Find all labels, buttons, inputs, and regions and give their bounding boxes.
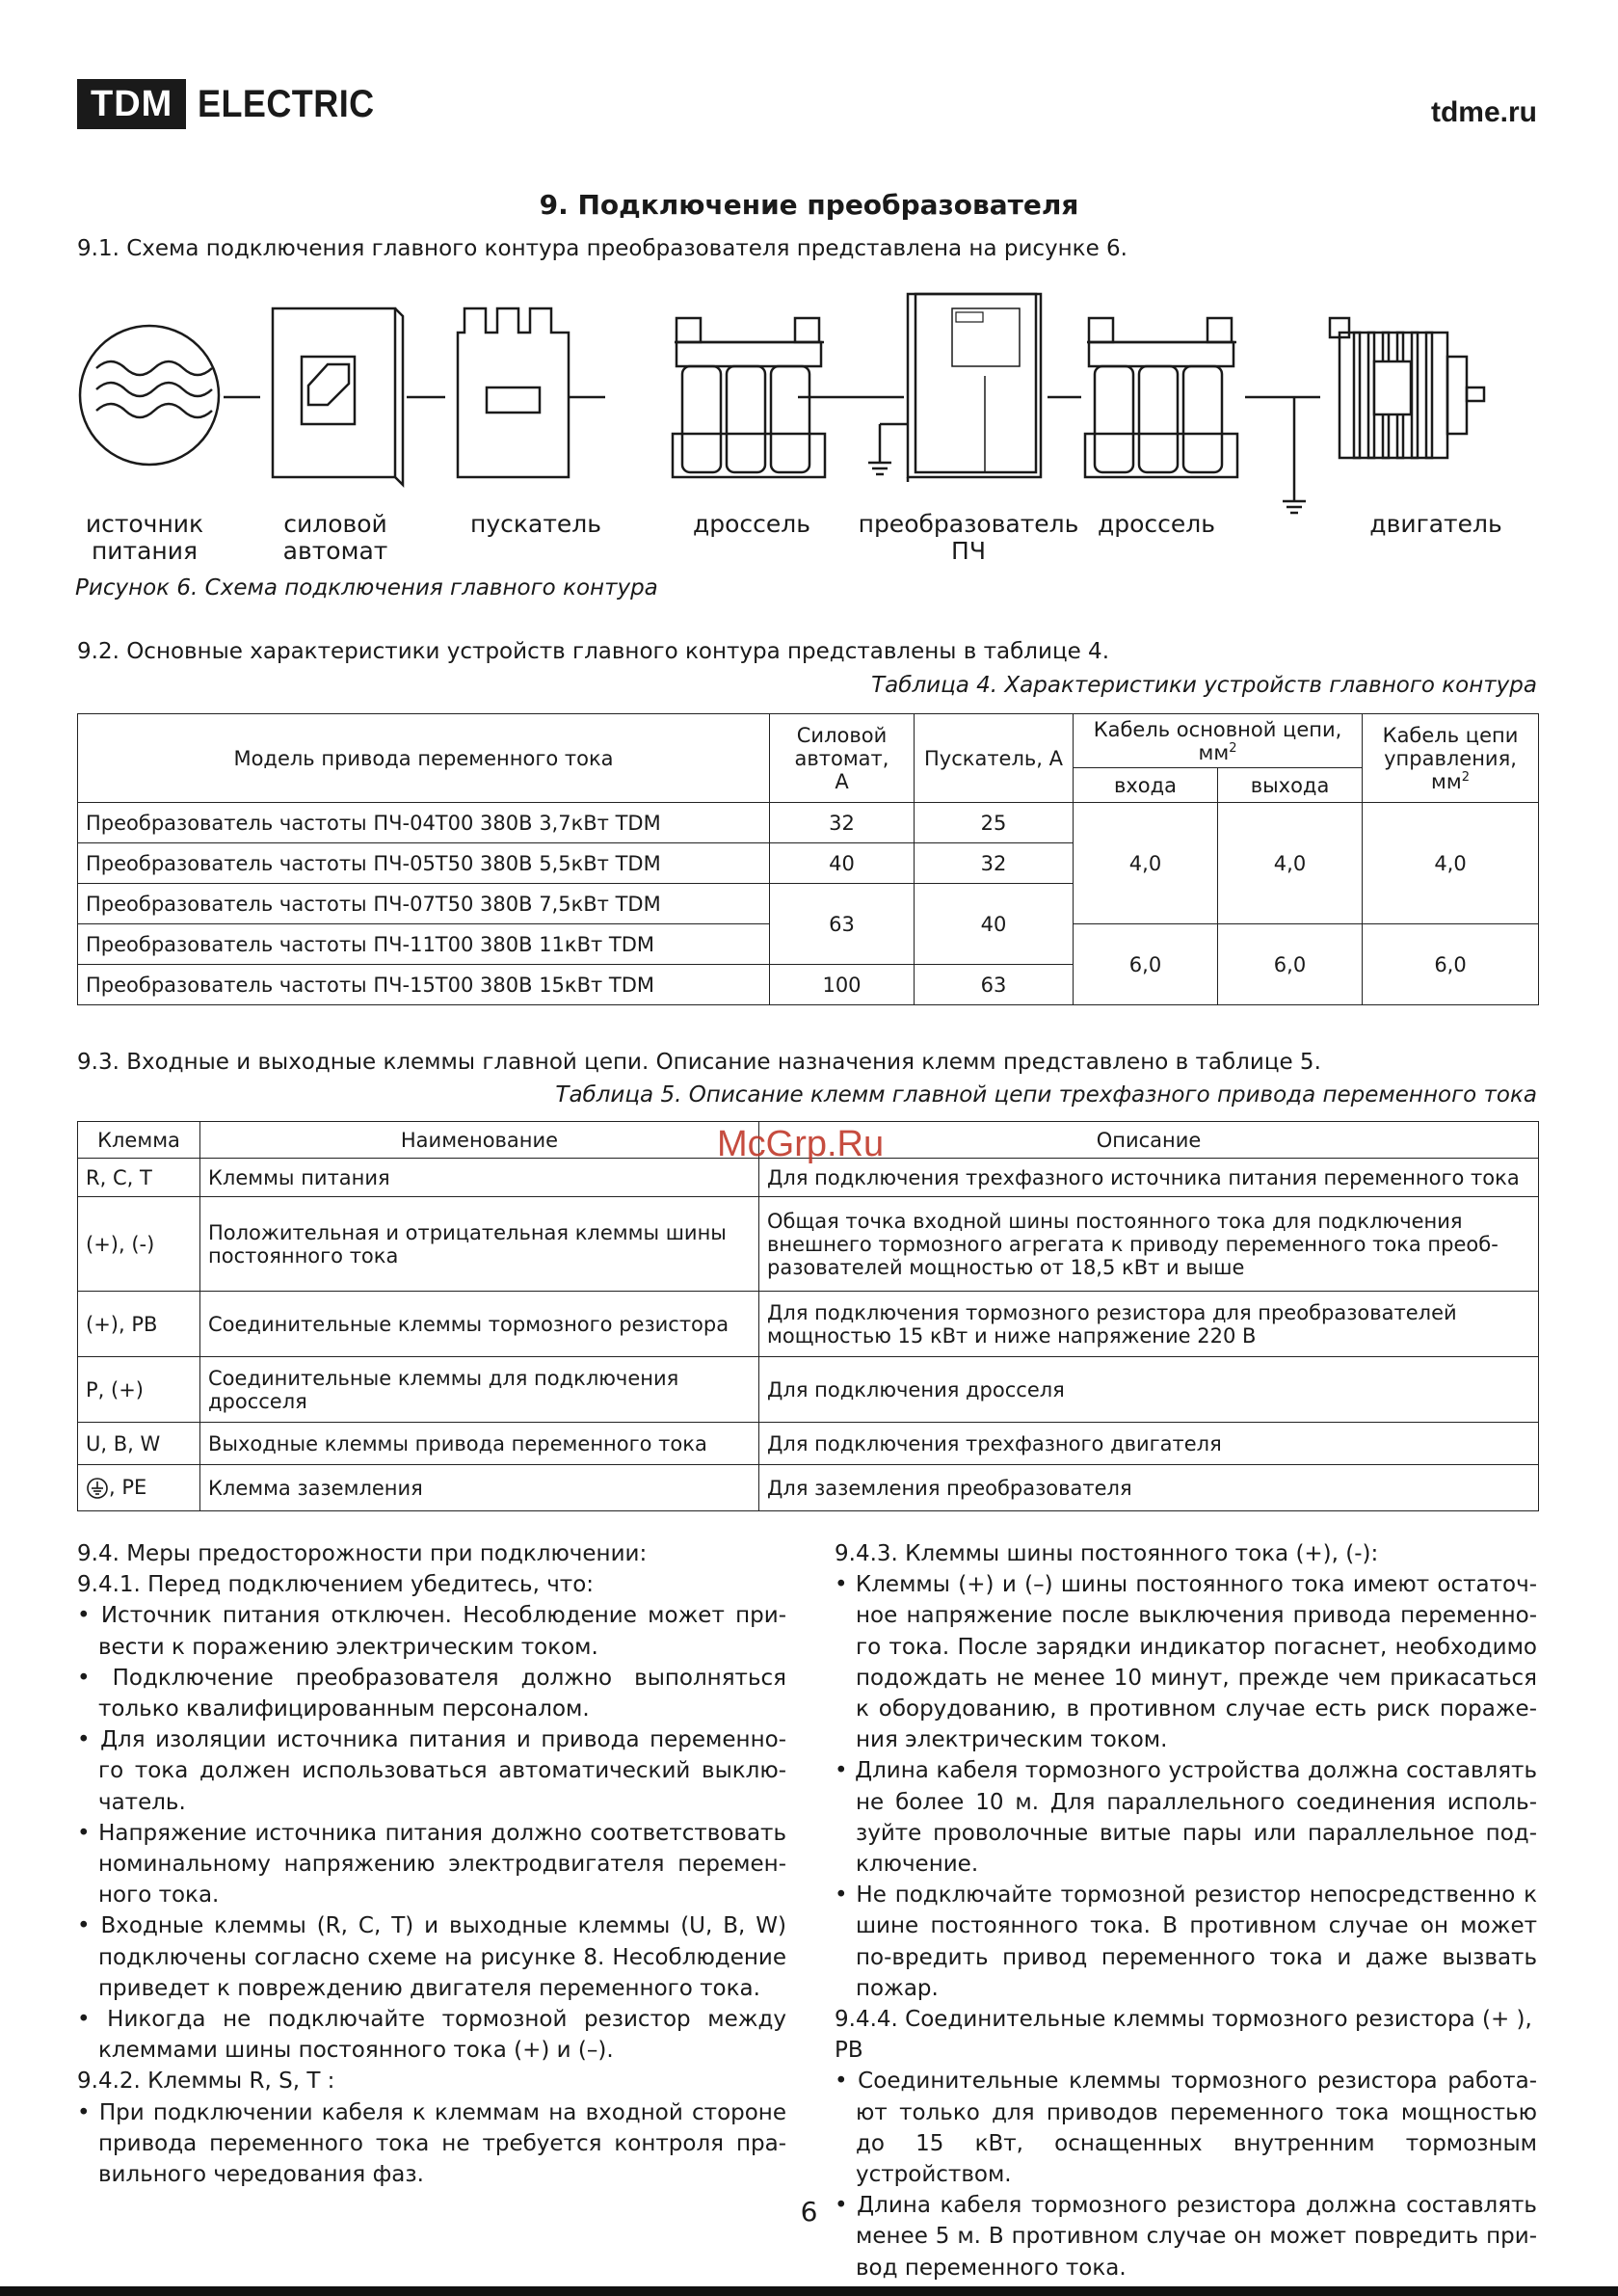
power-source-icon xyxy=(80,326,219,465)
t4-breaker: 40 xyxy=(770,843,915,884)
t5-desc: Общая точка входной шины постоянного тока для подключения внешнего тормозного агрегата к приводу переменного тока преоб-разователей мощностью от 18,5 кВт и выше xyxy=(759,1197,1539,1292)
t5-name: Клемма заземления xyxy=(200,1465,759,1511)
t5-name: Положительная и отрицательная клеммы шины постоянного тока xyxy=(200,1197,759,1292)
breaker-icon xyxy=(273,308,403,485)
list-item: • Для изоляции источника питания и привода переменно-го тока должен использоваться автоматический выклю-чатель. xyxy=(77,1727,786,1815)
table-row xyxy=(78,803,1539,843)
t4-model: Преобразователь частоты ПЧ-04Т00 380В 3,7кВт TDM xyxy=(78,803,770,843)
paragraph-9-3: 9.3. Входные и выходные клеммы главной цепи. Описание назначения клемм представлено в таблице 5. xyxy=(77,1050,1321,1075)
label-vfd xyxy=(848,511,1089,565)
t5-desc: Для заземления преобразователя xyxy=(759,1465,1539,1511)
table5-caption: Таблица 5. Описание клемм главной цепи трехфазного привода переменного тока xyxy=(555,1082,1537,1108)
t4-cable-ctrl: 4,0 xyxy=(1363,803,1539,924)
table-4 xyxy=(77,713,1539,1005)
t5-term xyxy=(78,1465,200,1511)
t5-header-desc: Описание xyxy=(759,1122,1539,1159)
ground-symbol-1 xyxy=(868,424,908,474)
t5-name: Клеммы питания xyxy=(200,1159,759,1197)
label-power-source xyxy=(67,511,222,565)
page-number: 6 xyxy=(800,2196,818,2228)
watermark: McGrp.Ru xyxy=(717,1124,885,1164)
label-choke-1: дроссель xyxy=(692,510,811,538)
list-item: • Никогда не подключайте тормозной резистор между клеммами шины постоянного тока (+) и (–). xyxy=(77,2007,786,2064)
t5-term-text: , PE xyxy=(109,1476,147,1499)
t4-model: Преобразователь частоты ПЧ-05Т50 380В 5,5кВт TDM xyxy=(78,843,770,884)
label-vfd-line2: ПЧ xyxy=(951,537,986,565)
logo-word: ELECTRIC xyxy=(198,82,375,125)
t4-header-breaker: Силовой автомат, А xyxy=(770,714,915,803)
t5-name: Выходные клеммы привода переменного тока xyxy=(200,1423,759,1465)
t4-starter: 25 xyxy=(915,803,1074,843)
list-heading: 9.4.2. Клеммы R, S, T : xyxy=(77,2069,335,2095)
t4-cable-ctrl: 6,0 xyxy=(1363,924,1539,1005)
choke-icon-2 xyxy=(1085,318,1237,477)
table-5 xyxy=(77,1121,1539,1511)
t4-cable-out: 6,0 xyxy=(1218,924,1363,1005)
list-heading: 9.4.4. Соединительные клеммы тормозного резистора (+ ), PB xyxy=(835,2007,1532,2064)
right-column xyxy=(835,1538,1537,2283)
section-title: 9. Подключение преобразователя xyxy=(539,189,1079,221)
t4-cable-in: 6,0 xyxy=(1074,924,1218,1005)
brand-logo xyxy=(77,79,394,129)
t4-header-cable-ctrl: Кабель цепи управления, $мм^2$ xyxy=(1363,714,1539,803)
label-source-line2: питания xyxy=(91,537,199,565)
label-breaker xyxy=(258,511,412,565)
t4-breaker: 32 xyxy=(770,803,915,843)
t4-model: Преобразователь частоты ПЧ-11Т00 380В 11кВт TDM xyxy=(78,924,770,965)
t4-header-starter: Пускатель, А xyxy=(915,714,1074,803)
t5-term: (+), (-) xyxy=(78,1197,200,1292)
t4-starter: 32 xyxy=(915,843,1074,884)
list-item: • Клеммы (+) и (–) шины постоянного тока имеют остаточ-ное напряжение после выключения привода переменно-го тока. После зарядки индикатор погаснет, необходимо подождать не менее 10 минут, прежде чем прикасаться к оборудованию, в противном случае есть риск пораже-ния электрическим током. xyxy=(835,1572,1537,1753)
label-breaker-line2: автомат xyxy=(282,537,388,565)
label-vfd-line1: преобразователь xyxy=(858,510,1079,538)
t4-starter: 40 xyxy=(915,884,1074,965)
list-item: • Длина кабеля тормозного резистора должна составлять менее 5 м. В противном случае он может повредить при-вод переменного тока. xyxy=(835,2193,1537,2281)
table-row xyxy=(78,1197,1539,1292)
table4-caption: Таблица 4. Характеристики устройств главного контура xyxy=(871,673,1537,698)
logo-box: TDM xyxy=(77,79,186,129)
ground-symbol-2 xyxy=(1283,397,1306,513)
t5-name: Соединительные клеммы для подключения дросселя xyxy=(200,1357,759,1423)
t4-breaker: 100 xyxy=(770,965,915,1005)
figure-caption: Рисунок 6. Схема подключения главного контура xyxy=(75,575,658,601)
t5-header-name: Наименование xyxy=(200,1122,759,1159)
label-breaker-line1: силовой xyxy=(283,510,387,538)
paragraph-9-2: 9.2. Основные характеристики устройств главного контура представлены в таблице 4. xyxy=(77,639,1110,664)
t5-header-term: Клемма xyxy=(78,1122,200,1159)
left-column xyxy=(77,1538,786,2190)
label-motor: двигатель xyxy=(1369,510,1502,538)
motor-icon xyxy=(1330,318,1484,458)
list-item: • Подключение преобразователя должно выполняться только квалифицированным персоналом. xyxy=(77,1665,786,1722)
list-item: • При подключении кабеля к клеммам на входной стороне привода переменного тока не требуется контроля пра-вильного чередования фаз. xyxy=(77,2099,786,2188)
t5-term: (+), PB xyxy=(78,1292,200,1357)
t5-name: Соединительные клеммы тормозного резистора xyxy=(200,1292,759,1357)
list-item: • Источник питания отключен. Несоблюдение может при-вести к поражению электрическим током. xyxy=(77,1603,786,1660)
list-heading: 9.4.1. Перед подключением убедитесь, что: xyxy=(77,1572,595,1598)
table-row xyxy=(78,1357,1539,1423)
list-item: • Входные клеммы (R, C, T) и выходные клеммы (U, B, W) подключены согласно схеме на рисунке 8. Несоблюдение приведет к повреждению двигателя переменного тока. xyxy=(77,1913,786,2001)
t4-header-model: Модель привода переменного тока xyxy=(78,714,770,803)
t4-cable-in: 4,0 xyxy=(1074,803,1218,924)
t4-cable-out: 4,0 xyxy=(1218,803,1363,924)
list-item: • Напряжение источника питания должно соответствовать номинальному напряжению электродвигателя перемен-ного тока. xyxy=(77,1820,786,1909)
table-row xyxy=(78,1465,1539,1511)
t4-model: Преобразователь частоты ПЧ-15Т00 380В 15кВт TDM xyxy=(78,965,770,1005)
list-item: • Длина кабеля тормозного устройства должна составлять не более 10 м. Для параллельного соединения исполь-зуйте проволочные витые пары или параллельное под-ключение. xyxy=(835,1758,1537,1878)
starter-icon xyxy=(458,308,569,477)
t4-header-cable-out: выхода xyxy=(1218,768,1363,803)
vfd-icon xyxy=(908,294,1041,482)
t4-breaker: 63 xyxy=(770,884,915,965)
label-choke-2: дроссель xyxy=(1097,510,1216,538)
list-heading: 9.4.3. Клеммы шины постоянного тока (+), (-): xyxy=(835,1541,1379,1566)
label-source-line1: источник xyxy=(85,510,204,538)
t4-header-cable-main: Кабель основной цепи, $мм^2$ xyxy=(1074,714,1363,768)
t5-term: P, (+) xyxy=(78,1357,200,1423)
t5-desc: Для подключения тормозного резистора для преобразователей мощностью 15 кВт и ниже напряжение 220 В xyxy=(759,1292,1539,1357)
t5-term: U, B, W xyxy=(78,1423,200,1465)
t5-desc: Для подключения трехфазного источника питания переменного тока xyxy=(759,1159,1539,1197)
t5-desc: Для подключения трехфазного двигателя xyxy=(759,1423,1539,1465)
t5-desc: Для подключения дросселя xyxy=(759,1357,1539,1423)
label-starter: пускатель xyxy=(470,510,601,538)
t4-model: Преобразователь частоты ПЧ-07Т50 380В 7,5кВт TDM xyxy=(78,884,770,924)
t4-starter: 63 xyxy=(915,965,1074,1005)
list-item: • Не подключайте тормозной резистор непосредственно к шине постоянного тока. В противном случае он может по-вредить привод переменного тока и даже вызвать пожар. xyxy=(835,1882,1537,2001)
list-item: • Соединительные клеммы тормозного резистора работа-ют только для приводов переменного тока мощностью до 15 кВт, оснащенных внутренним тормозным устройством. xyxy=(835,2069,1537,2188)
list-heading: 9.4. Меры предосторожности при подключении: xyxy=(77,1541,648,1566)
t4-header-cable-in: входа xyxy=(1074,768,1218,803)
site-url[interactable]: tdme.ru xyxy=(1430,96,1537,128)
ground-symbol-icon xyxy=(86,1477,109,1500)
bottom-bar xyxy=(0,2286,1618,2296)
table-row xyxy=(78,1423,1539,1465)
table-row xyxy=(78,1292,1539,1357)
paragraph-9-1: 9.1. Схема подключения главного контура преобразователя представлена на рисунке 6. xyxy=(77,236,1127,261)
t5-term: R, C, T xyxy=(78,1159,200,1197)
